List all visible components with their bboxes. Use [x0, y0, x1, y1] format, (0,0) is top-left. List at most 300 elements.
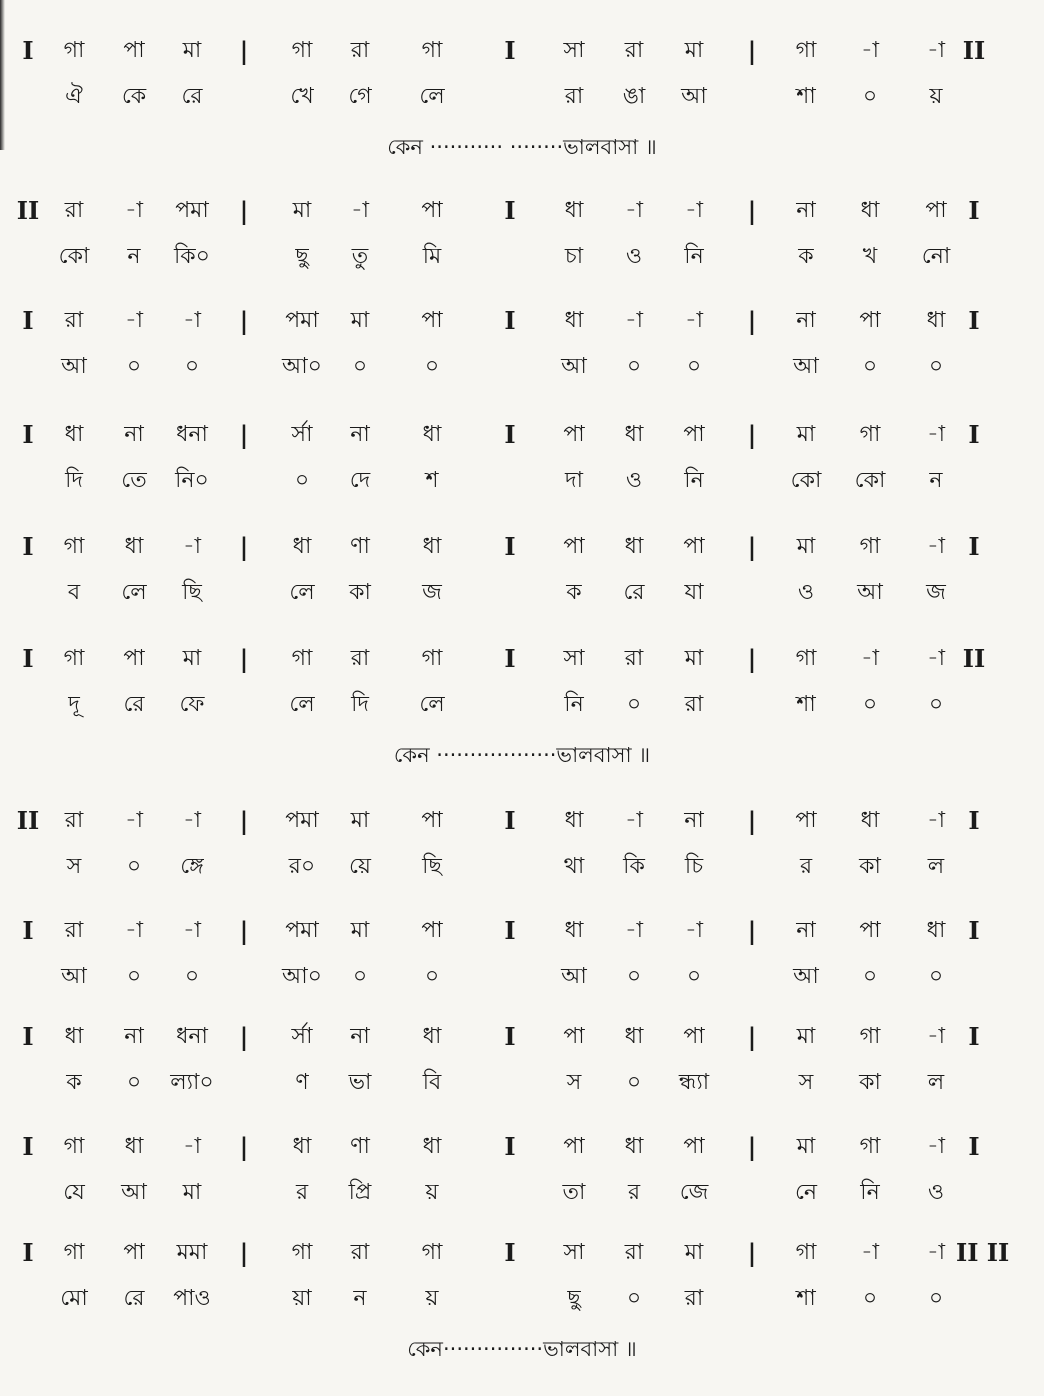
swara-note: সা — [563, 38, 585, 63]
lyric-syllable: খে — [290, 84, 314, 109]
bar-line: I — [504, 916, 516, 945]
lyric-syllable: র — [627, 1180, 641, 1205]
lyric-syllable: রে — [123, 1286, 145, 1311]
swara-note: -া — [124, 308, 144, 333]
lyric-syllable: ল্যা০ — [170, 1070, 214, 1095]
swara-note: মা — [350, 808, 370, 833]
swara-note: রা — [64, 198, 84, 223]
swara-note: গা — [859, 534, 881, 559]
lyric-syllable: চি — [684, 854, 704, 879]
swara-note: পা — [123, 646, 145, 671]
bar-line: | — [747, 1238, 757, 1267]
lyric-syllable: নি০ — [175, 468, 209, 493]
swara-note: রা — [64, 918, 84, 943]
swara-row — [0, 1238, 1044, 1268]
swara-row — [0, 196, 1044, 226]
lyric-syllable: ও — [797, 580, 815, 605]
lyric-syllable: ন — [929, 468, 943, 493]
swara-note: রা — [64, 308, 84, 333]
lyric-syllable: স — [66, 854, 82, 879]
lyric-syllable: কে — [121, 84, 147, 109]
swara-note: ণা — [350, 534, 370, 559]
notation-stave — [0, 1022, 1044, 1122]
swara-note: না — [684, 808, 704, 833]
lyric-syllable: ০ — [126, 1070, 142, 1095]
lyric-syllable: আ — [681, 84, 707, 109]
swara-note: গা — [291, 646, 313, 671]
swara-note: পা — [925, 198, 947, 223]
swara-note: মা — [796, 422, 816, 447]
lyric-syllable: ০ — [626, 964, 642, 989]
lyric-syllable: কা — [349, 580, 371, 605]
swara-note: ধনা — [176, 422, 208, 447]
refrain-line: কেন ··················ভালবাসা ॥ — [393, 743, 651, 767]
swara-note: রা — [624, 38, 644, 63]
lyric-syllable: ল — [927, 854, 945, 879]
swara-note: পা — [563, 422, 585, 447]
lyric-syllable: রে — [123, 692, 145, 717]
swara-row — [0, 644, 1044, 674]
swara-note: ধা — [564, 308, 584, 333]
bar-line: I — [504, 1022, 516, 1051]
lyric-syllable: ও — [927, 1180, 945, 1205]
swara-note: গা — [291, 38, 313, 63]
swara-note: -া — [860, 646, 880, 671]
swara-row — [0, 306, 1044, 336]
lyric-syllable: ০ — [862, 964, 878, 989]
bar-line: | — [239, 1022, 249, 1051]
swara-note: সা — [563, 646, 585, 671]
lyric-syllable: ০ — [686, 964, 702, 989]
swara-note: পা — [123, 1240, 145, 1265]
lyric-syllable: য় — [425, 1180, 439, 1205]
lyric-syllable: কো — [790, 468, 822, 493]
refrain-line: কেন ··········· ········ভালবাসা ॥ — [387, 135, 657, 159]
bar-line: I — [504, 644, 516, 673]
swara-note: ণা — [350, 1134, 370, 1159]
swara-note: -া — [182, 808, 202, 833]
swara-note: -া — [926, 808, 946, 833]
bar-line: II — [16, 806, 40, 835]
bar-line: | — [747, 196, 757, 225]
lyric-syllable: নো — [921, 244, 951, 269]
bar-line: I — [22, 916, 34, 945]
lyric-syllable: কি০ — [174, 244, 210, 269]
bar-line: | — [239, 306, 249, 335]
lyric-syllable: আ — [61, 354, 87, 379]
lyric-syllable: ন — [127, 244, 141, 269]
lyric-syllable: ০ — [424, 354, 440, 379]
bar-line: I — [22, 644, 34, 673]
swara-note: ধা — [292, 1134, 312, 1159]
swara-note: ধা — [624, 1024, 644, 1049]
swara-note: ধা — [124, 534, 144, 559]
lyric-syllable: ০ — [928, 1286, 944, 1311]
swara-note: ধা — [564, 918, 584, 943]
swara-note: মা — [796, 1134, 816, 1159]
swara-note: পা — [421, 808, 443, 833]
swara-note: -া — [624, 808, 644, 833]
swara-note: গা — [795, 38, 817, 63]
lyric-syllable: ছি — [422, 854, 442, 879]
bar-line: I — [968, 1022, 980, 1051]
swara-note: গা — [859, 1134, 881, 1159]
lyric-syllable: তা — [562, 1180, 586, 1205]
swara-note: পমা — [175, 198, 209, 223]
lyric-syllable: আ — [793, 354, 819, 379]
lyric-syllable: ভা — [348, 1070, 372, 1095]
bar-line: | — [747, 1022, 757, 1051]
lyric-syllable: আ০ — [282, 354, 322, 379]
lyric-syllable: ও — [625, 244, 643, 269]
lyric-syllable: লে — [419, 84, 445, 109]
notation-stave — [0, 306, 1044, 406]
swara-note: সা — [563, 1240, 585, 1265]
swara-note: পা — [795, 808, 817, 833]
lyric-row — [0, 690, 1044, 720]
bar-line: I — [22, 1132, 34, 1161]
lyric-syllable: ০ — [126, 354, 142, 379]
lyric-syllable: তু — [351, 244, 369, 269]
lyric-syllable: ক — [566, 580, 582, 605]
lyric-syllable: ০ — [626, 1286, 642, 1311]
bar-line: | — [747, 36, 757, 65]
lyric-syllable: ০ — [626, 692, 642, 717]
swara-note: রা — [64, 808, 84, 833]
swara-note: পমা — [285, 918, 319, 943]
swara-note: গা — [291, 1240, 313, 1265]
swara-note: পা — [421, 198, 443, 223]
bar-line: | — [747, 806, 757, 835]
swara-note: পা — [683, 422, 705, 447]
bar-line: I — [504, 806, 516, 835]
lyric-row — [0, 242, 1044, 272]
swara-note: না — [796, 198, 816, 223]
bar-line: I — [22, 532, 34, 561]
swara-note: পা — [683, 1024, 705, 1049]
swara-note: না — [350, 1024, 370, 1049]
lyric-row — [0, 578, 1044, 608]
swara-note: -া — [182, 1134, 202, 1159]
lyric-syllable: র — [799, 854, 813, 879]
bar-line: I — [22, 420, 34, 449]
lyric-syllable: রা — [684, 692, 704, 717]
swara-note: মা — [684, 38, 704, 63]
swara-note: ধা — [64, 422, 84, 447]
lyric-syllable: লে — [289, 580, 315, 605]
bar-line: | — [239, 644, 249, 673]
bar-line: I — [22, 1022, 34, 1051]
lyric-syllable: ফে — [179, 692, 205, 717]
swara-note: গা — [859, 422, 881, 447]
lyric-syllable: য়া — [292, 1286, 312, 1311]
lyric-syllable: গে — [348, 84, 372, 109]
swara-note: পা — [859, 308, 881, 333]
swara-note: মা — [684, 646, 704, 671]
lyric-syllable: জ — [926, 580, 946, 605]
lyric-syllable: শা — [796, 84, 816, 109]
lyric-syllable: প্রি — [348, 1180, 372, 1205]
lyric-row — [0, 1068, 1044, 1098]
swara-note: গা — [63, 1134, 85, 1159]
swara-note: -া — [926, 422, 946, 447]
swara-note: পা — [683, 1134, 705, 1159]
lyric-row — [0, 1178, 1044, 1208]
swara-note: -া — [182, 918, 202, 943]
swara-row — [0, 420, 1044, 450]
refrain-line: কেন···············ভালবাসা ॥ — [407, 1337, 637, 1361]
lyric-syllable: কা — [859, 1070, 881, 1095]
swara-note: পমা — [285, 808, 319, 833]
lyric-syllable: ০ — [126, 964, 142, 989]
lyric-row — [0, 466, 1044, 496]
bar-line: | — [747, 644, 757, 673]
bar-line: | — [239, 806, 249, 835]
swara-note: ধা — [624, 1134, 644, 1159]
lyric-syllable: ক — [798, 244, 814, 269]
lyric-syllable: ঐ — [65, 84, 83, 109]
lyric-syllable: শ — [425, 468, 439, 493]
lyric-syllable: চা — [564, 244, 584, 269]
lyric-syllable: আ — [121, 1180, 147, 1205]
swara-note: ধা — [422, 1134, 442, 1159]
lyric-row — [0, 962, 1044, 992]
lyric-syllable: রে — [181, 84, 203, 109]
lyric-syllable: নি — [684, 244, 704, 269]
lyric-syllable: দি — [65, 468, 83, 493]
swara-note: -া — [926, 534, 946, 559]
bar-line: I — [504, 420, 516, 449]
lyric-syllable: দি — [351, 692, 369, 717]
lyric-syllable: ন্ধ্যা — [678, 1070, 710, 1095]
swara-row — [0, 36, 1044, 66]
bar-line: | — [747, 420, 757, 449]
swara-note: -া — [926, 1024, 946, 1049]
swara-note: -া — [860, 1240, 880, 1265]
swara-note: -া — [624, 198, 644, 223]
swara-note: রা — [350, 1240, 370, 1265]
swara-row — [0, 1022, 1044, 1052]
swara-note: পা — [859, 918, 881, 943]
bar-line: I — [504, 1132, 516, 1161]
swara-note: -া — [624, 308, 644, 333]
swara-note: ধা — [926, 308, 946, 333]
swara-note: না — [124, 422, 144, 447]
swara-note: না — [796, 918, 816, 943]
bar-line: II II — [956, 1238, 1010, 1267]
swara-note: মা — [796, 1024, 816, 1049]
swara-note: র্সা — [291, 1024, 313, 1049]
swara-note: ধা — [860, 808, 880, 833]
swara-note: পা — [421, 308, 443, 333]
lyric-syllable: লে — [419, 692, 445, 717]
swara-note: গা — [421, 1240, 443, 1265]
bar-line: I — [968, 196, 980, 225]
swara-note: পা — [563, 1024, 585, 1049]
swara-note: না — [796, 308, 816, 333]
lyric-syllable: র — [295, 1180, 309, 1205]
lyric-syllable: ০ — [352, 354, 368, 379]
bar-line: II — [16, 196, 40, 225]
lyric-syllable: রা — [684, 1286, 704, 1311]
swara-note: ধা — [564, 198, 584, 223]
lyric-syllable: কা — [859, 854, 881, 879]
lyric-syllable: ন — [353, 1286, 367, 1311]
lyric-syllable: ল — [927, 1070, 945, 1095]
bar-line: | — [239, 420, 249, 449]
lyric-syllable: শা — [796, 692, 816, 717]
swara-note: মা — [292, 198, 312, 223]
swara-row — [0, 916, 1044, 946]
lyric-syllable: যা — [684, 580, 704, 605]
bar-line: I — [504, 1238, 516, 1267]
bar-line: I — [968, 532, 980, 561]
swara-note: ধা — [422, 534, 442, 559]
lyric-syllable: ০ — [626, 1070, 642, 1095]
swara-note: না — [350, 422, 370, 447]
bar-line: I — [504, 196, 516, 225]
swara-note: পা — [563, 534, 585, 559]
bar-line: | — [747, 1132, 757, 1161]
bar-line: I — [22, 306, 34, 335]
swara-note: রা — [350, 646, 370, 671]
bar-line: I — [968, 420, 980, 449]
swara-note: -া — [926, 646, 946, 671]
lyric-syllable: মো — [60, 1286, 88, 1311]
swara-note: মা — [350, 308, 370, 333]
notation-stave — [0, 644, 1044, 767]
bar-line: I — [504, 532, 516, 561]
swara-note: গা — [63, 38, 85, 63]
lyric-syllable: ঙা — [622, 84, 646, 109]
lyric-syllable: আ — [561, 964, 587, 989]
notation-stave — [0, 1132, 1044, 1232]
lyric-syllable: নি — [684, 468, 704, 493]
lyric-syllable: থা — [563, 854, 585, 879]
bar-line: II — [962, 36, 986, 65]
lyric-syllable: ০ — [928, 692, 944, 717]
bar-line: | — [747, 532, 757, 561]
bar-line: II — [962, 644, 986, 673]
swara-note: ধনা — [176, 1024, 208, 1049]
lyric-syllable: কো — [854, 468, 886, 493]
bar-line: I — [504, 36, 516, 65]
lyric-syllable: ঙ্গে — [180, 854, 204, 879]
bar-line: I — [22, 1238, 34, 1267]
swara-note: র্সা — [291, 422, 313, 447]
swara-note: মা — [182, 646, 202, 671]
lyric-syllable: ০ — [928, 964, 944, 989]
swara-note: ধা — [422, 1024, 442, 1049]
lyric-syllable: ০ — [126, 854, 142, 879]
swara-note: পা — [123, 38, 145, 63]
lyric-syllable: শা — [796, 1286, 816, 1311]
swara-note: ধা — [124, 1134, 144, 1159]
swara-note: ধা — [422, 422, 442, 447]
lyric-syllable: দূ — [68, 692, 80, 717]
lyric-syllable: লে — [121, 580, 147, 605]
swara-note: না — [124, 1024, 144, 1049]
swara-note: ধা — [292, 534, 312, 559]
swara-note: -া — [124, 808, 144, 833]
lyric-syllable: ০ — [184, 354, 200, 379]
swara-note: -া — [684, 918, 704, 943]
swara-note: মা — [182, 38, 202, 63]
bar-line: | — [239, 36, 249, 65]
lyric-syllable: স — [566, 1070, 582, 1095]
lyric-syllable: কো — [58, 244, 90, 269]
swara-note: ধা — [624, 422, 644, 447]
swara-note: পমা — [285, 308, 319, 333]
swara-note: মা — [796, 534, 816, 559]
lyric-syllable: ০ — [928, 354, 944, 379]
swara-note: -া — [926, 38, 946, 63]
notation-stave — [0, 196, 1044, 296]
swara-note: -া — [124, 198, 144, 223]
bar-line: I — [968, 1132, 980, 1161]
swara-note: -া — [350, 198, 370, 223]
bar-line: I — [968, 806, 980, 835]
lyric-syllable: রে — [623, 580, 645, 605]
lyric-syllable: ০ — [862, 1286, 878, 1311]
lyric-syllable: য় — [425, 1286, 439, 1311]
lyric-row — [0, 352, 1044, 382]
lyric-syllable: জে — [679, 1180, 709, 1205]
swara-note: -া — [926, 1134, 946, 1159]
lyric-syllable: আ — [561, 354, 587, 379]
swara-note: -া — [684, 198, 704, 223]
swara-note: গা — [421, 38, 443, 63]
swara-note: -া — [684, 308, 704, 333]
swara-note: -া — [860, 38, 880, 63]
swara-note: রা — [624, 646, 644, 671]
notation-stave — [0, 916, 1044, 1016]
lyric-syllable: নি — [564, 692, 584, 717]
lyric-syllable: খ — [862, 244, 878, 269]
bar-line: | — [239, 1132, 249, 1161]
lyric-syllable: ০ — [294, 468, 310, 493]
bar-line: | — [747, 916, 757, 945]
swara-note: ধা — [926, 918, 946, 943]
notation-stave — [0, 36, 1044, 159]
lyric-syllable: নে — [794, 1180, 818, 1205]
swara-note: গা — [859, 1024, 881, 1049]
bar-line: | — [239, 532, 249, 561]
swara-note: রা — [350, 38, 370, 63]
lyric-syllable: ০ — [862, 84, 878, 109]
swara-note: মা — [350, 918, 370, 943]
lyric-syllable: ণ — [295, 1070, 309, 1095]
swara-note: গা — [63, 646, 85, 671]
swara-note: পা — [683, 534, 705, 559]
lyric-syllable: মা — [182, 1180, 202, 1205]
swara-note: গা — [63, 1240, 85, 1265]
lyric-syllable: তে — [121, 468, 147, 493]
swara-note: মমা — [176, 1240, 208, 1265]
swara-note: পা — [563, 1134, 585, 1159]
lyric-syllable: ০ — [424, 964, 440, 989]
lyric-syllable: মি — [422, 244, 442, 269]
bar-line: | — [747, 306, 757, 335]
lyric-syllable: আ — [61, 964, 87, 989]
bar-line: I — [504, 306, 516, 335]
swara-note: গা — [795, 646, 817, 671]
swara-note: রা — [624, 1240, 644, 1265]
lyric-syllable: রা — [564, 84, 584, 109]
swara-note: ধা — [64, 1024, 84, 1049]
swara-note: ধা — [564, 808, 584, 833]
swara-row — [0, 1132, 1044, 1162]
